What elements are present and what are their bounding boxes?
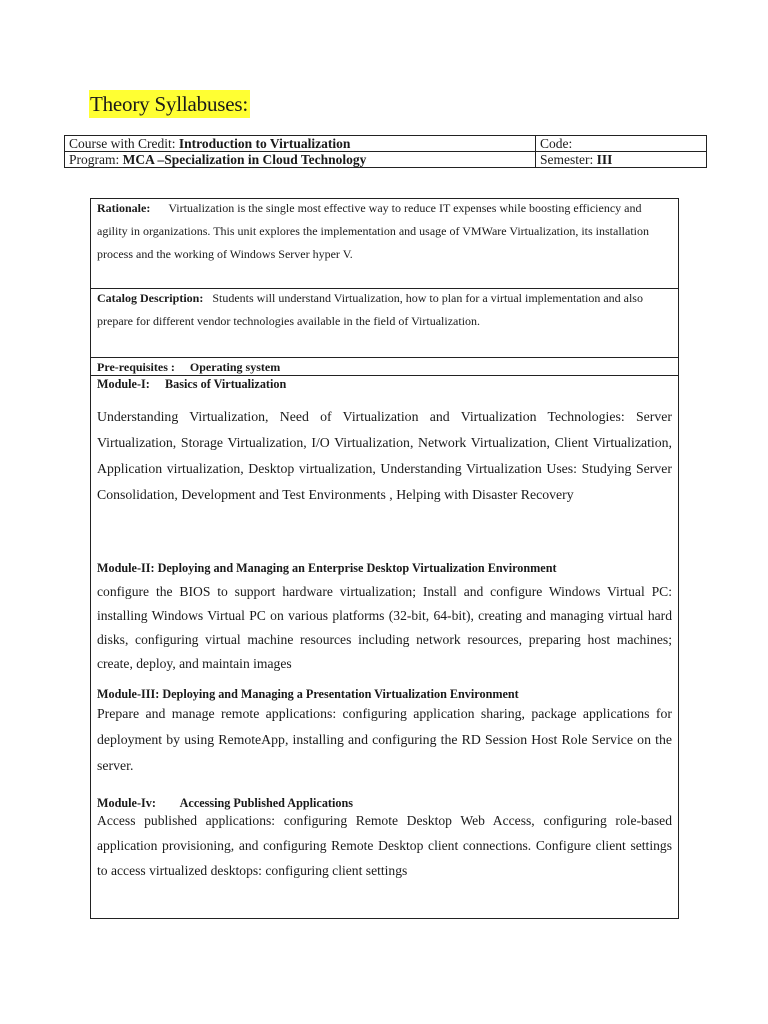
module-2-heading: Module-II: Deploying and Managing an Enterprise Desktop Virtualization Environment xyxy=(97,561,557,575)
semester-cell xyxy=(536,152,707,168)
course-cell xyxy=(65,136,536,152)
rationale-section xyxy=(91,197,678,266)
program-value: MCA –Specialization in Cloud Technology xyxy=(122,152,367,167)
module-3-text: Prepare and manage remote applications: configuring application sharing, package applications for deployment by using RemoteApp, installing and configuring the RD Session Host Role Service on the server. xyxy=(97,706,672,773)
prerequisites-value: Operating system xyxy=(189,360,281,374)
module-1-heading: Module-I: Basics of Virtualization xyxy=(97,377,287,391)
prerequisites-label: Pre-requisites : xyxy=(97,360,175,374)
course-label: Course with Credit: xyxy=(69,136,179,151)
divider-prerequisites xyxy=(91,375,678,376)
catalog-label: Catalog Description: xyxy=(97,291,204,305)
semester-label: Semester: xyxy=(540,152,597,167)
course-row xyxy=(65,136,707,152)
module-3-heading: Module-III: Deploying and Managing a Presentation Virtualization Environment xyxy=(97,687,519,701)
course-value: Introduction to Virtualization xyxy=(178,136,351,151)
catalog-text: Students will understand Virtualization, how to plan for a virtual implementation and also prepare for different vendor technologies available in the field of Virtualization. xyxy=(97,291,643,328)
page-title-wrap xyxy=(89,90,250,118)
course-header-table xyxy=(64,135,707,168)
code-cell xyxy=(536,136,707,152)
prerequisites-section xyxy=(91,359,678,375)
rationale-label: Rationale: xyxy=(97,201,151,215)
program-row xyxy=(65,152,707,168)
program-label: Program: xyxy=(69,152,123,167)
module-1-text: Understanding Virtualization, Need of Virtualization and Virtualization Technologies: Server Virtualization, Storage Virtualization, I/O Virtualization, Network Virtualization, Client Virtualization, Application virtualization, Desktop virtualization, Understanding Virtualization Uses: Studying Server Consolidation, Development and Test Environments , Helping with Disaster Recovery xyxy=(97,409,672,502)
divider-catalog xyxy=(91,357,678,358)
syllabus-box xyxy=(90,198,679,919)
module-4-text: Access published applications: configuring Remote Desktop Web Access, configuring role-based application provisioning, and configuring Remote Desktop client connections. Configure client settings to access virtualized desktops: configuring client settings xyxy=(97,813,672,878)
rationale-text: Virtualization is the single most effective way to reduce IT expenses while boosting efficiency and agility in organizations. This unit explores the implementation and usage of VMWare Virtualization, its installation process and the working of Windows Server hyper V. xyxy=(97,201,649,261)
program-cell xyxy=(65,152,536,168)
page-title: Theory Syllabuses: xyxy=(90,92,248,116)
module-2-text: configure the BIOS to support hardware virtualization; Install and configure Windows Virtual PC: installing Windows Virtual PC on various platforms (32-bit, 64-bit), creating and managing virtual hard disks, configuring virtual machine resources including network resources, preparing host machines; create, deploy, and maintain images xyxy=(97,584,672,671)
code-label: Code: xyxy=(540,136,573,151)
semester-value: III xyxy=(596,152,613,167)
module-4-heading: Module-Iv: Accessing Published Applications xyxy=(97,796,353,810)
catalog-section xyxy=(91,287,678,333)
